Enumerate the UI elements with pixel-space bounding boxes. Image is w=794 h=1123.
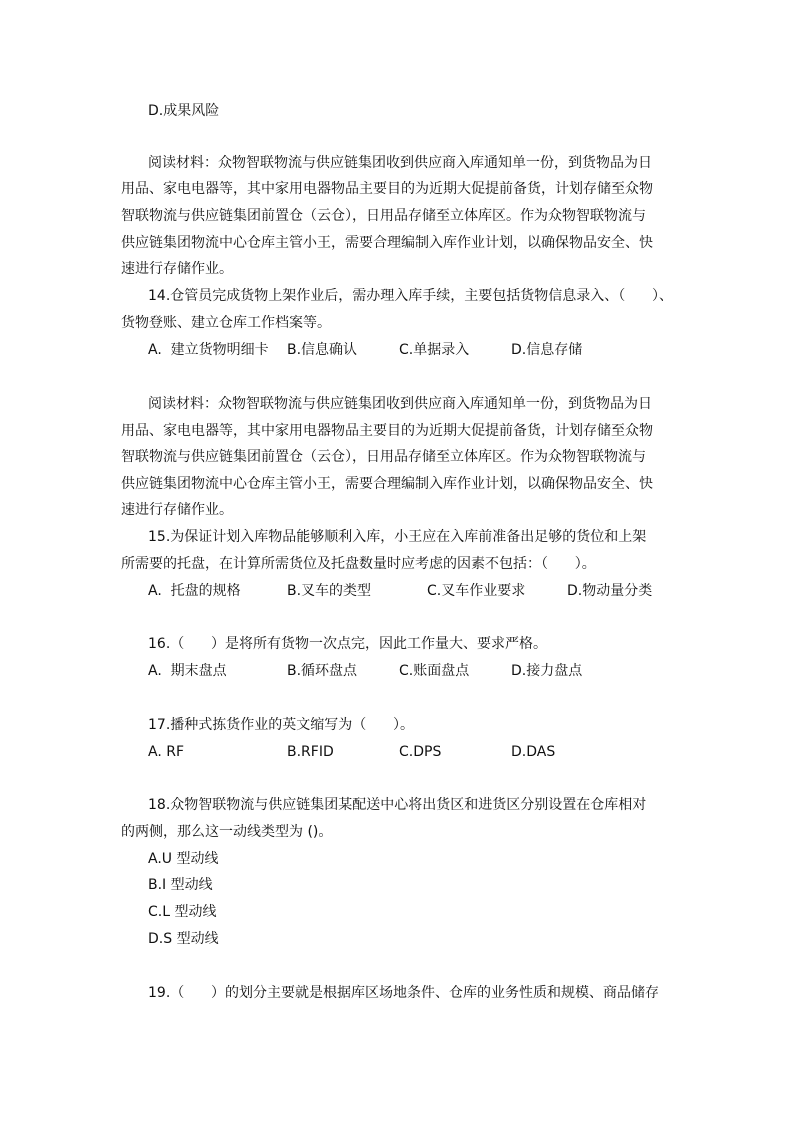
question-stem: 14.仓管员完成货物上架作业后，需办理入库手续，主要包括货物信息录入、（ ）、 <box>148 288 673 304</box>
material-line: 阅读材料：众物智联物流与供应链集团收到供应商入库通知单一份，到货物品为日 <box>148 396 652 412</box>
option-a: A. RF <box>148 744 185 760</box>
option-a: A. 托盘的规格 <box>148 583 241 599</box>
option-c: C.单据录入 <box>399 342 470 358</box>
option-c: C.账面盘点 <box>399 663 470 679</box>
option-d: D.信息存储 <box>511 342 583 358</box>
material-line: 用品、家电电器等，其中家用电器物品主要目的为近期大促提前备货，计划存储至众物 <box>121 423 653 439</box>
option-c: C.叉车作业要求 <box>427 583 526 599</box>
option-a: A. 期末盘点 <box>148 663 227 679</box>
question-stem: 的两侧，那么这一动线类型为 ()。 <box>121 824 333 840</box>
option-c: C.DPS <box>399 744 442 760</box>
material-line: 用品、家电电器等，其中家用电器物品主要目的为近期大促提前备货，计划存储至众物 <box>121 181 653 197</box>
material-line: 智联物流与供应链集团前置仓（云仓），日用品存储至立体库区。作为众物智联物流与 <box>121 449 646 465</box>
material-line: 阅读材料：众物智联物流与供应链集团收到供应商入库通知单一份，到货物品为日 <box>148 155 652 171</box>
question-stem: 16.（ ）是将所有货物一次点完，因此工作量大、要求严格。 <box>148 636 547 652</box>
option-a: A. 建立货物明细卡 <box>148 342 269 358</box>
material-line: 智联物流与供应链集团前置仓（云仓），日用品存储至立体库区。作为众物智联物流与 <box>121 208 646 224</box>
option-b: B.RFID <box>287 744 334 760</box>
material-line: 速进行存储作业。 <box>121 261 233 277</box>
option-d: D.DAS <box>511 744 556 760</box>
option-b: B.信息确认 <box>287 342 358 358</box>
question-stem: 15.为保证计划入库物品能够顺利入库，小王应在入库前准备出足够的货位和上架 <box>148 529 647 545</box>
material-line: 供应链集团物流中心仓库主管小王，需要合理编制入库作业计划，以确保物品安全、快 <box>121 476 653 492</box>
option-c: C.L 型动线 <box>148 904 217 920</box>
option-b: B.I 型动线 <box>148 877 213 893</box>
material-line: 供应链集团物流中心仓库主管小王，需要合理编制入库作业计划，以确保物品安全、快 <box>121 235 653 251</box>
q13-option-d: D.成果风险 <box>148 103 220 119</box>
option-d: D.S 型动线 <box>148 931 219 947</box>
option-b: B.循环盘点 <box>287 663 358 679</box>
material-line: 速进行存储作业。 <box>121 502 233 518</box>
question-stem: 19.（ ）的划分主要就是根据库区场地条件、仓库的业务性质和规模、商品储存 <box>148 985 659 1001</box>
question-stem: 17.播种式拣货作业的英文缩写为（ ）。 <box>148 717 414 733</box>
option-d: D.物动量分类 <box>567 583 653 599</box>
option-a: A.U 型动线 <box>148 851 219 867</box>
question-stem: 18.众物智联物流与供应链集团某配送中心将出货区和进货区分别设置在仓库相对 <box>148 797 647 813</box>
question-stem: 货物登账、建立仓库工作档案等。 <box>121 315 331 331</box>
question-stem: 所需要的托盘，在计算所需货位及托盘数量时应考虑的因素不包括：（ ）。 <box>121 556 596 572</box>
option-d: D.接力盘点 <box>511 663 583 679</box>
option-b: B.叉车的类型 <box>287 583 372 599</box>
